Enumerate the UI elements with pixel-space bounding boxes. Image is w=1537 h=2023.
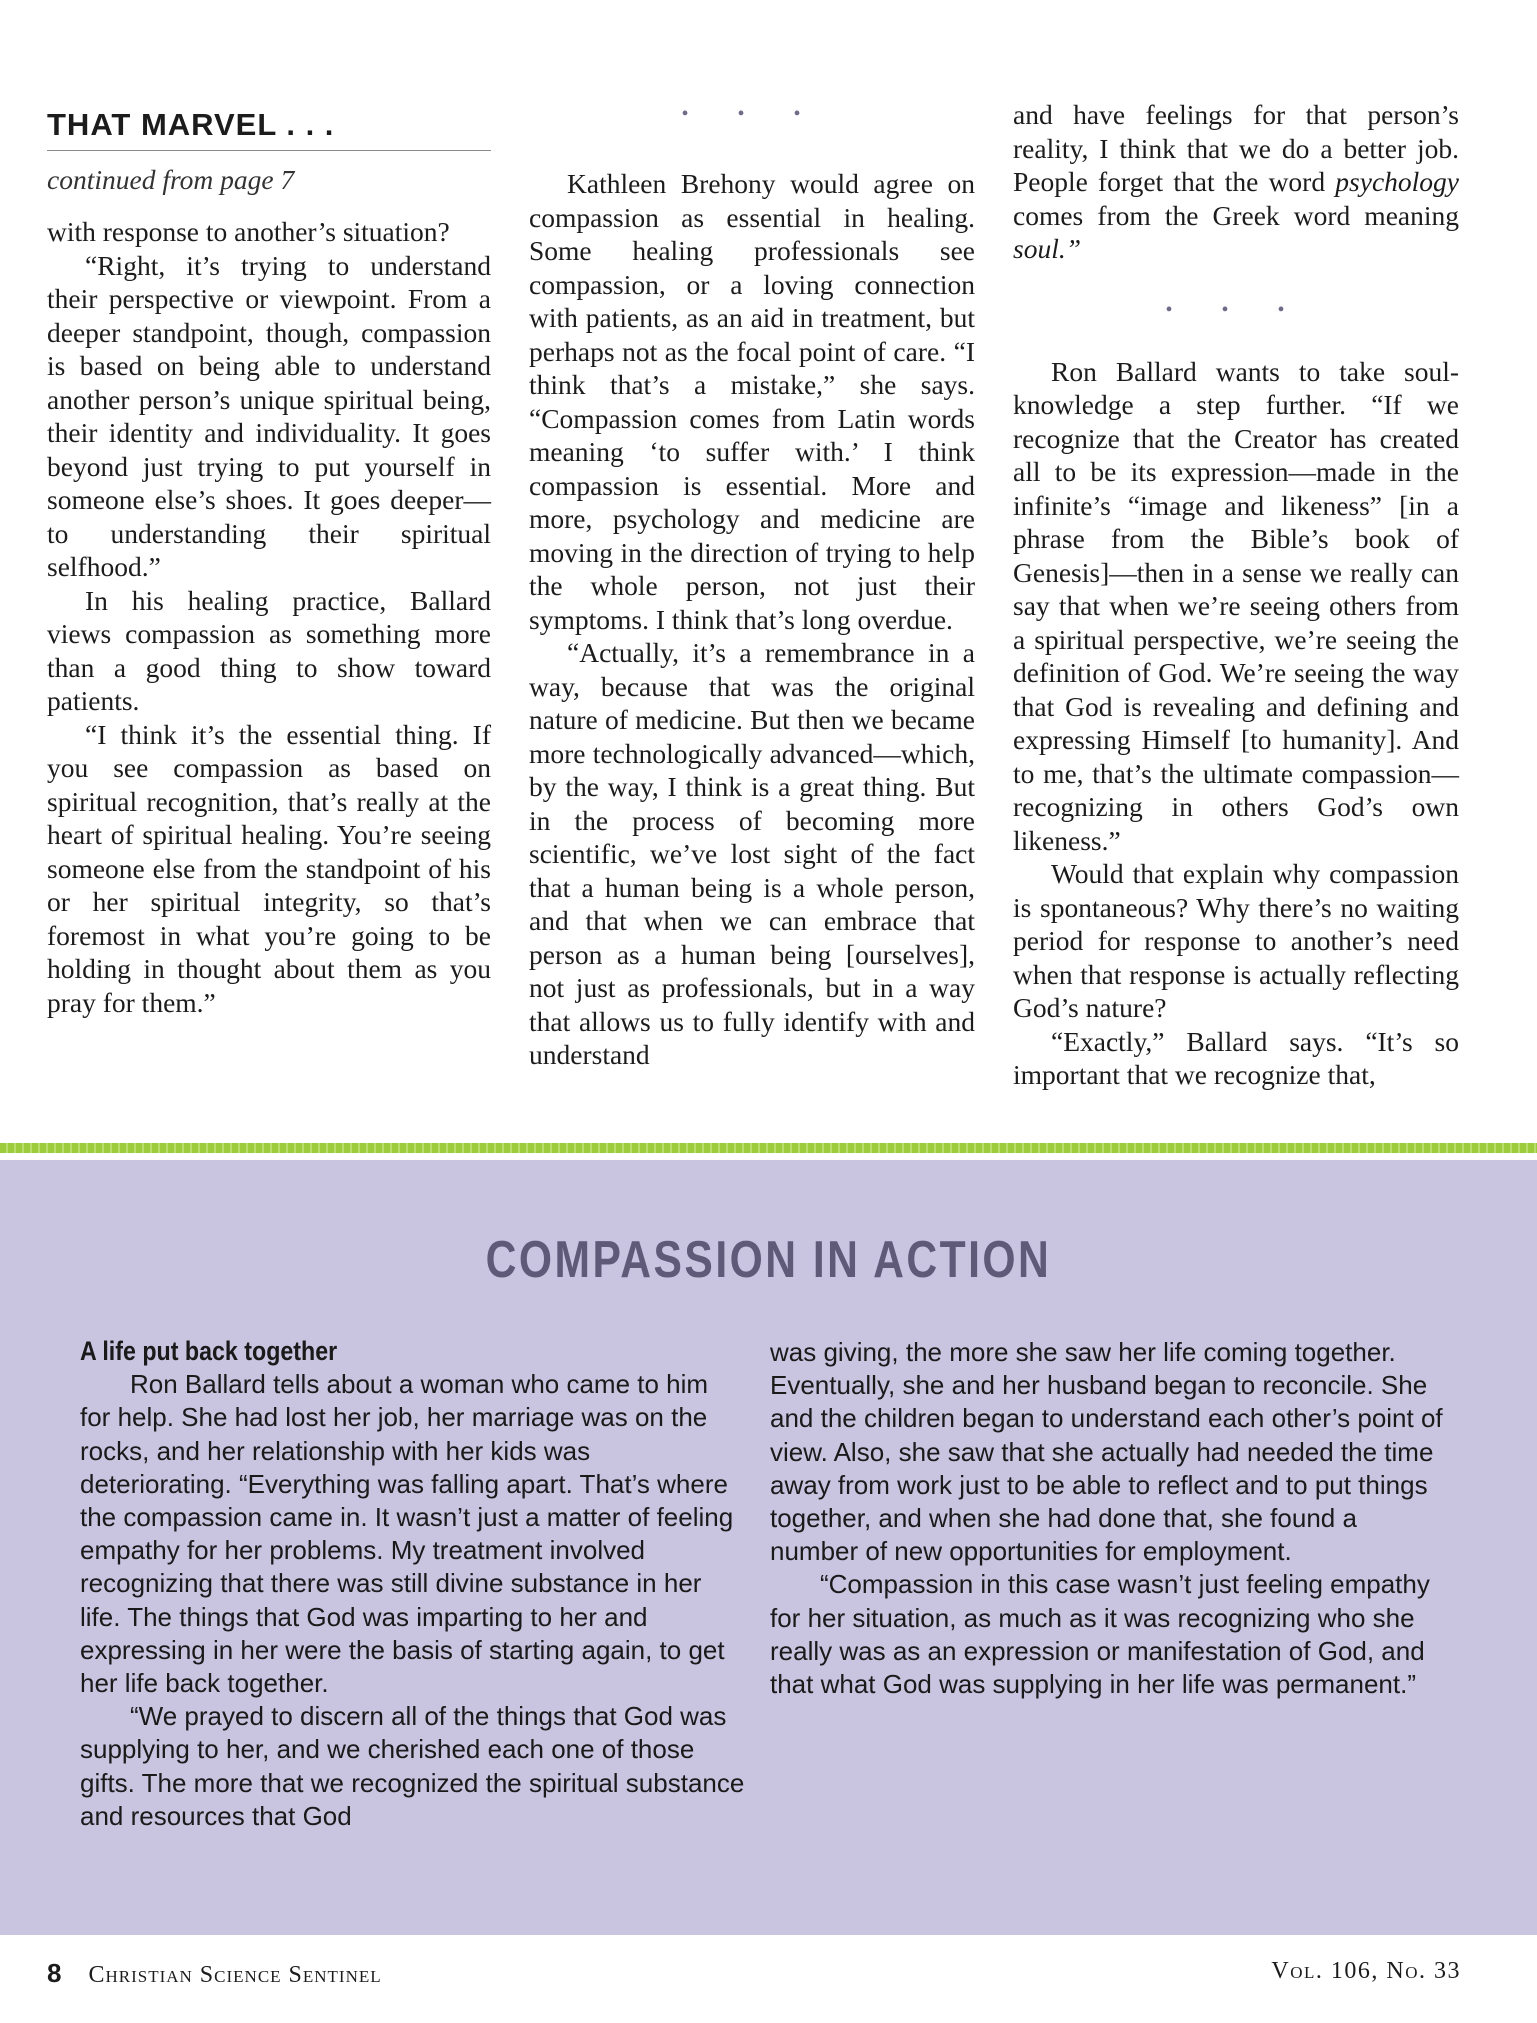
title-divider [47,150,491,151]
page-number: 8 [47,1958,62,1988]
paragraph: Ron Ballard tells about a woman who came to him for help. She had lost her job, her marriage was on the rocks, and her relationship with her kids was deteriorating. “Everything was falling apart. That’s where the compassion came in. It wasn’t just a matter of feeling empathy for her problems. My treatment involved recognizing that there was still divine substance in her life. The things that God was imparting to her and expressing in her were the basis of starting again, to get her life back together. [80,1369,734,1699]
footer-left [47,1958,382,1989]
paragraph: In his healing practice, Ballard views compassion as something more than a good thing to show toward patients. [47,584,491,716]
article-column-3 [1013,98,1459,1092]
paragraph: with response to another’s situation? [47,216,450,247]
paragraph: “Actually, it’s a remembrance in a way, because that was the original nature of medicine. But then we became more technologically advanced—which, by the way, I think is a great thing. But in the process of becoming more scientific, we’ve lost sight of the fact that a human being is a whole person, and that when we can embrace that person as a human being [ourselves], not just as professionals, but in a way that allows us to fully identify with and understand [529,637,975,1070]
paragraph: Would that explain why compassion is spontaneous? Why there’s no waiting period for response to another’s need when that response is actually reflecting God’s nature? [1013,858,1459,1023]
paragraph: “Compassion in this case wasn’t just feeling empathy for her situation, as much as it was recognizing who she really was as an expression or manifestation of God, and that what God was supplying in her life was permanent.” [770,1569,1430,1700]
sidebar-column-1 [80,1335,745,1833]
volume-info: Vol. 106, No. 33 [1271,1958,1461,1984]
publication-name: Christian Science Sentinel [88,1962,382,1988]
paragraph: Ron Ballard wants to take soul-knowledge a step further. “If we recognize that the Creator has created all to be its expression—made in the infinite’s “image and likeness” [in a phrase from the Bible’s book of Genesis]—then in a sense we really can say that when we’re seeing others from a spiritual perspective, we’re seeing the definition of God. We’re seeing the way that God is revealing and defining and expressing Himself [to humanity]. And to me, that’s the ultimate compassion—recognizing in others God’s own likeness.” [1013,355,1459,856]
article-column-1 [47,100,491,1019]
sidebar-heading: A life put back together [80,1336,338,1366]
paragraph: was giving, the more she saw her life coming together. Eventually, she and her husband began to reconcile. She and the children began to understand each other’s point of view. Also, she saw that she actually had needed the time away from work just to be able to reflect and to put things together, and when she had done that, she found a number of new opportunities for employment. [770,1337,1443,1567]
sidebar-column-2 [770,1336,1450,1701]
paragraph: “I think it’s the essential thing. If you see compassion as based on spiritual recognition, that’s really at the heart of spiritual healing. You’re seeing someone else from the standpoint of his or her spiritual integrity, so that’s foremost in what you’re going to be holding in thought about them as you pray for them.” [47,718,491,1018]
continued-note: continued from page 7 [47,164,295,195]
compassion-sidebar [0,1160,1537,1935]
green-divider-rule [0,1143,1537,1153]
paragraph: Kathleen Brehony would agree on compassion as essential in healing. Some healing professionals see compassion, or a loving connection with patients, as an aid in treatment, but perhaps not as the focal point of care. “I think that’s a mistake,” she says. “Compassion comes from Latin words meaning ‘to suffer with.’ I think compassion is essential. More and more, psychology and medicine are moving in the direction of trying to help the whole person, not just their symptoms. I think that’s long overdue. [529,168,975,635]
section-break-dots: • • • [681,103,823,125]
paragraph: “Exactly,” Ballard says. “It’s so important that we recognize that, [1013,1025,1459,1090]
paragraph: “We prayed to discern all of the things that God was supplying to her, and we cherished each one of those gifts. The more that we recognized the spiritual substance and resources that God [80,1701,745,1831]
section-break-dots: • • • [1165,298,1307,321]
paragraph: “Right, it’s trying to understand their perspective or viewpoint. From a deeper standpoint, though, compassion is based on being able to understand another person’s unique spiritual being, their identity and individuality. It goes beyond just trying to put yourself in someone else’s shoes. It goes deeper—to understanding their spiritual selfhood.” [47,249,491,582]
page-footer [0,1935,1537,2023]
section-title: THAT MARVEL . . . [47,107,335,142]
paragraph: and have feelings for that person’s reality, I think that we do a better job. People forget that the word psychology comes from the Greek word meaning soul.” [1013,99,1459,264]
sidebar-title: COMPASSION IN ACTION [485,1231,1052,1289]
article-column-2 [529,98,975,1072]
